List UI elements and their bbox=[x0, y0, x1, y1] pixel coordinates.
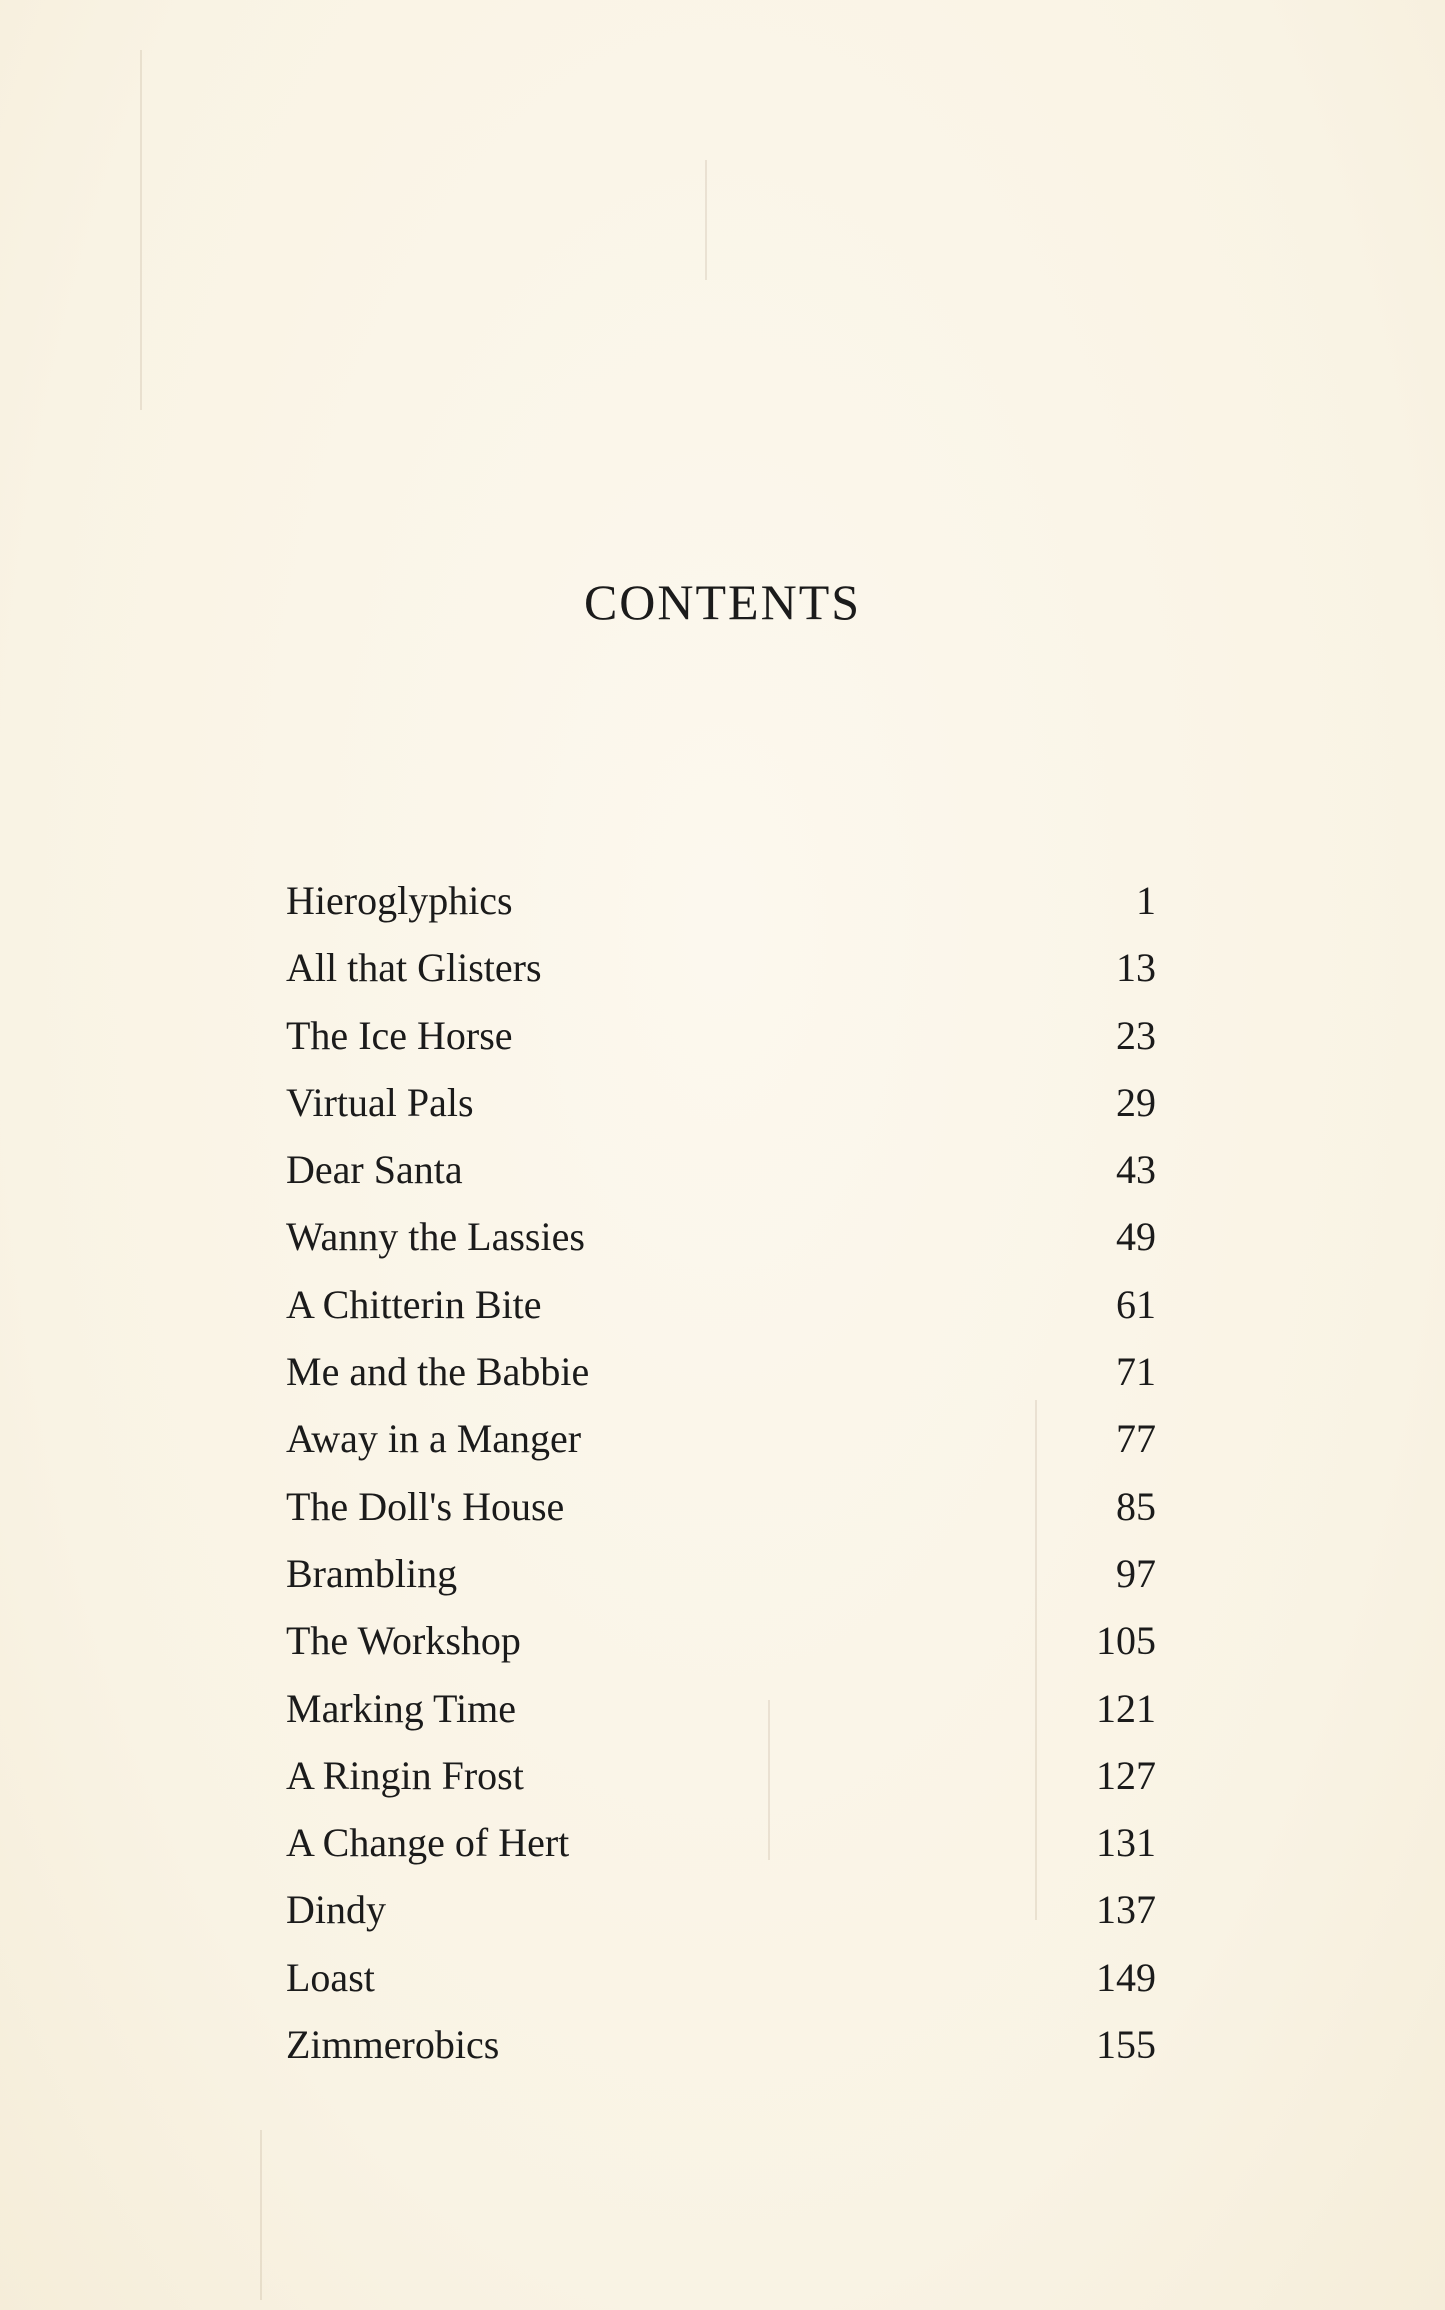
toc-entry-page: 1 bbox=[1136, 878, 1156, 923]
toc-entry-title: Me and the Babbie bbox=[286, 1349, 590, 1395]
toc-entry bbox=[286, 1616, 1156, 1683]
toc-entry-title: Marking Time bbox=[286, 1685, 517, 1731]
toc-entry-page: 61 bbox=[1116, 1281, 1156, 1327]
toc-entry-page: 121 bbox=[1096, 1685, 1156, 1731]
toc-entry-page: 137 bbox=[1096, 1887, 1156, 1933]
toc-entry bbox=[286, 1078, 1156, 1145]
toc-entry-page: 77 bbox=[1116, 1416, 1156, 1462]
toc-entry bbox=[286, 1953, 1156, 2020]
paper-scuff bbox=[705, 160, 707, 280]
toc-entry-title: Dindy bbox=[286, 1887, 386, 1933]
toc-entry bbox=[286, 1011, 1156, 1078]
toc-entry bbox=[286, 1414, 1156, 1481]
toc-entry-title: Wanny the Lassies bbox=[286, 1214, 585, 1260]
toc-entry-title: Hieroglyphics bbox=[286, 878, 513, 923]
toc-entry-title: A Change of Hert bbox=[286, 1820, 570, 1866]
toc-entry-title: Virtual Pals bbox=[286, 1079, 474, 1125]
toc-entry-page: 155 bbox=[1096, 2022, 1156, 2068]
toc-entry bbox=[286, 943, 1156, 1010]
toc-entry-title: The Workshop bbox=[286, 1618, 521, 1664]
toc-entry-page: 127 bbox=[1096, 1752, 1156, 1798]
page-title: CONTENTS bbox=[583, 574, 862, 630]
paper-scuff bbox=[140, 50, 142, 410]
toc-entry bbox=[286, 1549, 1156, 1616]
toc-entry-page: 149 bbox=[1096, 1954, 1156, 2000]
toc-entry-page: 29 bbox=[1116, 1079, 1156, 1125]
toc-entry-title: Zimmerobics bbox=[286, 2022, 500, 2068]
toc-entry bbox=[286, 1347, 1156, 1414]
toc-entry-page: 131 bbox=[1096, 1820, 1156, 1866]
toc-entry-title: Away in a Manger bbox=[286, 1416, 582, 1462]
toc-entry bbox=[286, 1212, 1156, 1279]
toc-entry bbox=[286, 1280, 1156, 1347]
toc-entry-page: 49 bbox=[1116, 1214, 1156, 1260]
paper-scuff bbox=[260, 2130, 262, 2300]
toc-entry-title: Brambling bbox=[286, 1550, 458, 1596]
toc-entry-page: 85 bbox=[1116, 1483, 1156, 1529]
toc-entry-title: All that Glisters bbox=[286, 945, 542, 991]
toc-entry-page: 13 bbox=[1116, 945, 1156, 991]
toc-entry-page: 105 bbox=[1096, 1618, 1156, 1664]
toc-entry-title: A Chitterin Bite bbox=[286, 1281, 542, 1327]
toc-entry-title: The Ice Horse bbox=[286, 1012, 513, 1058]
toc-entry bbox=[286, 1482, 1156, 1549]
toc-entry bbox=[286, 1145, 1156, 1212]
toc-entry bbox=[286, 2020, 1156, 2087]
toc-entry bbox=[286, 1818, 1156, 1885]
toc-entry-title: Loast bbox=[286, 1954, 375, 2000]
toc-entry bbox=[286, 1684, 1156, 1751]
toc-entry-title: Dear Santa bbox=[286, 1147, 463, 1193]
toc-entry-page: 97 bbox=[1116, 1550, 1156, 1596]
toc-entry bbox=[286, 876, 1156, 943]
toc-entry bbox=[286, 1885, 1156, 1952]
toc-entry-page: 71 bbox=[1116, 1349, 1156, 1395]
toc-entry-title: The Doll's House bbox=[286, 1483, 565, 1529]
table-of-contents bbox=[286, 876, 1156, 2087]
toc-entry-title: A Ringin Frost bbox=[286, 1752, 524, 1798]
toc-entry bbox=[286, 1751, 1156, 1818]
toc-entry-page: 43 bbox=[1116, 1147, 1156, 1193]
toc-entry-page: 23 bbox=[1116, 1012, 1156, 1058]
